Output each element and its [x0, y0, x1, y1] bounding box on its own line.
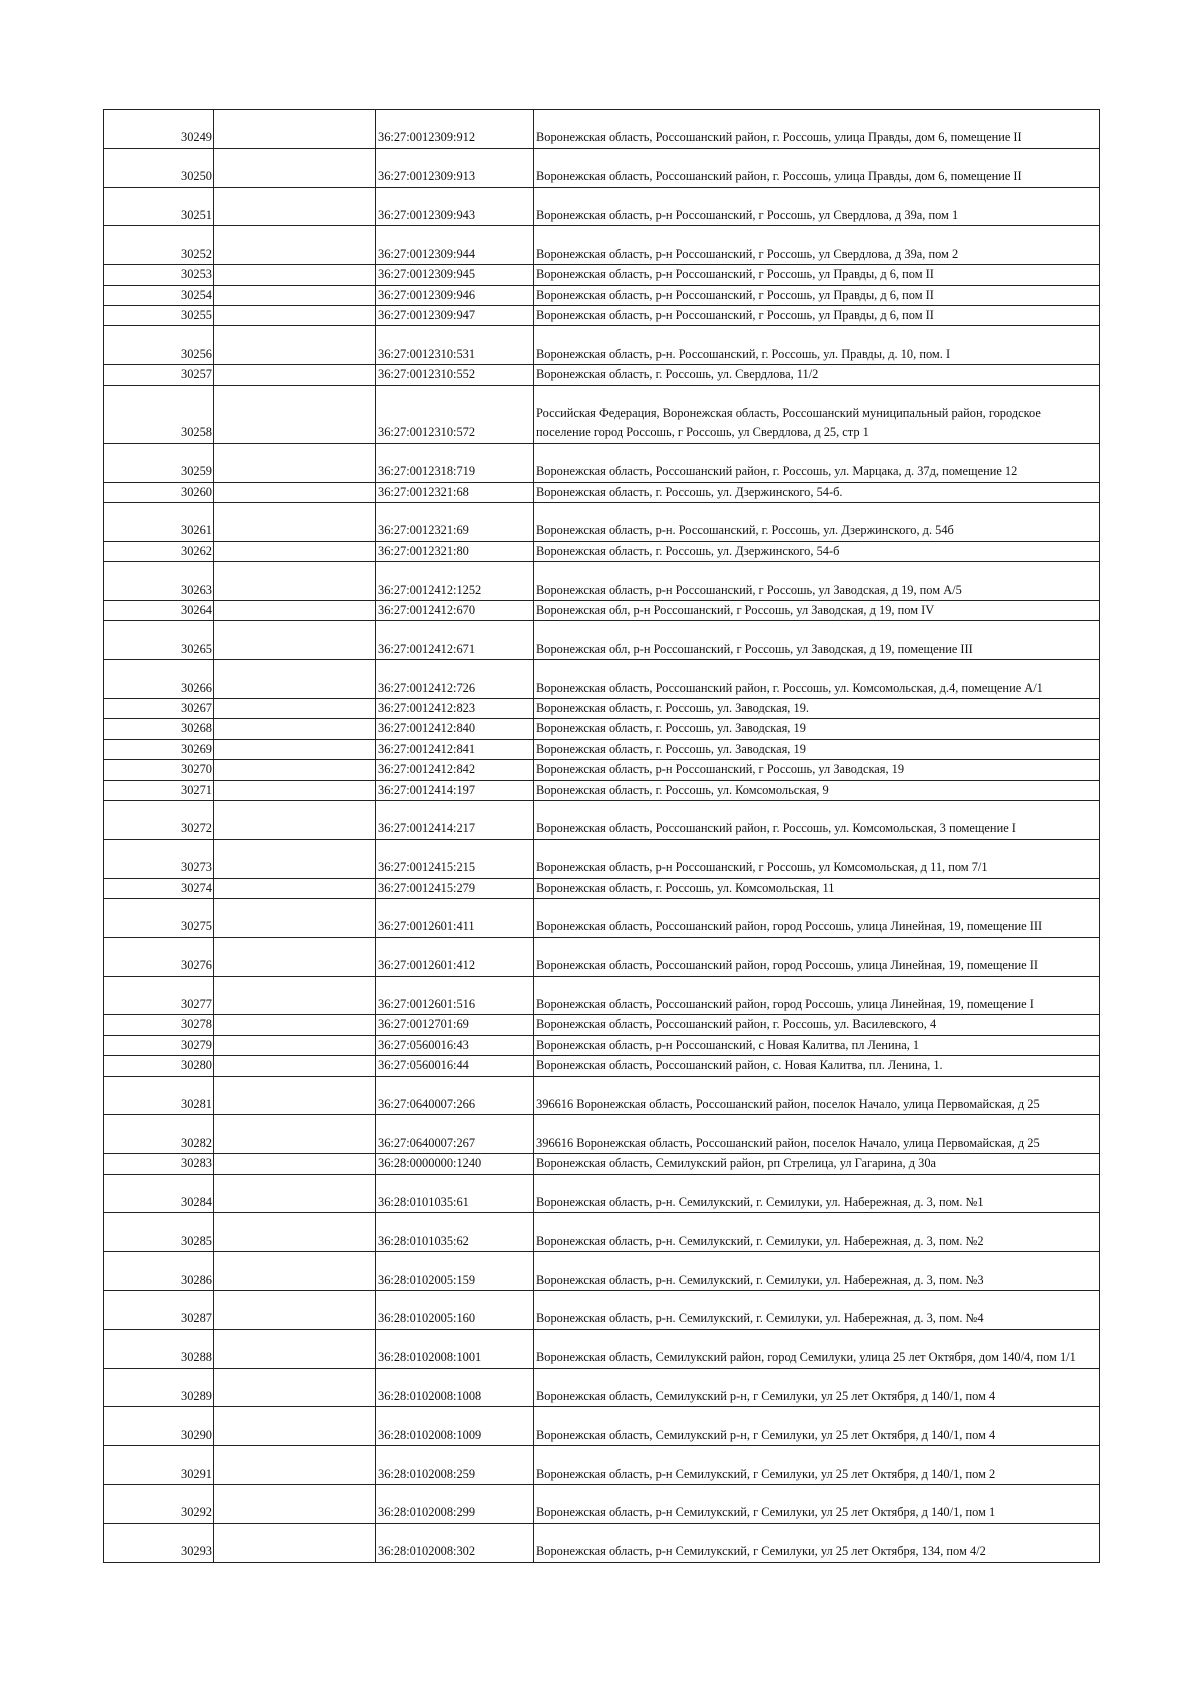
address-cell: Воронежская обл, р-н Россошанский, г Россошь, ул Заводская, д 19, пом IV: [534, 601, 1100, 621]
address-cell: Воронежская область, р-н Семилукский, г Семилуки, ул 25 лет Октября, 134, пом 4/2: [534, 1523, 1100, 1562]
table-row: [104, 265, 1100, 285]
cadastral-number-cell: 36:27:0012309:912: [376, 110, 534, 149]
empty-cell: [214, 1446, 376, 1485]
empty-cell: [214, 760, 376, 780]
row-number-cell: 30292: [104, 1485, 214, 1524]
row-number-cell: 30265: [104, 621, 214, 660]
table-row: [104, 541, 1100, 561]
table-row: [104, 285, 1100, 305]
table-row: [104, 306, 1100, 326]
empty-cell: [214, 187, 376, 226]
empty-cell: [214, 1329, 376, 1368]
row-number-cell: 30284: [104, 1174, 214, 1213]
row-number-cell: 30263: [104, 562, 214, 601]
row-number-cell: 30250: [104, 148, 214, 187]
row-number-cell: 30251: [104, 187, 214, 226]
address-cell: Воронежская область, г. Россошь, ул. Заводская, 19: [534, 719, 1100, 739]
table-row: [104, 187, 1100, 226]
cadastral-number-cell: 36:27:0012601:516: [376, 976, 534, 1015]
address-cell: Российская Федерация, Воронежская область, Россошанский муниципальный район, городское поселение город Россошь, г Россошь, ул Свердлова, д 25, стр 1: [534, 385, 1100, 443]
cadastral-number-cell: 36:27:0012412:726: [376, 660, 534, 699]
cadastral-number-cell: 36:28:0102008:302: [376, 1523, 534, 1562]
cadastral-number-cell: 36:27:0012601:411: [376, 899, 534, 938]
cadastral-number-cell: 36:27:0012321:80: [376, 541, 534, 561]
empty-cell: [214, 1174, 376, 1213]
table-row: [104, 660, 1100, 699]
address-cell: Воронежская область, Семилукский район, город Семилуки, улица 25 лет Октября, дом 140/4, пом 1/1: [534, 1329, 1100, 1368]
table-row: [104, 1329, 1100, 1368]
table-row: [104, 326, 1100, 365]
empty-cell: [214, 482, 376, 502]
cadastral-number-cell: 36:28:0102008:259: [376, 1446, 534, 1485]
row-number-cell: 30258: [104, 385, 214, 443]
empty-cell: [214, 937, 376, 976]
address-cell: Воронежская область, р-н Россошанский, г Россошь, ул Заводская, 19: [534, 760, 1100, 780]
row-number-cell: 30269: [104, 739, 214, 759]
table-row: [104, 801, 1100, 840]
row-number-cell: 30249: [104, 110, 214, 149]
table-row: [104, 1291, 1100, 1330]
cadastral-number-cell: 36:27:0012412:823: [376, 699, 534, 719]
row-number-cell: 30289: [104, 1368, 214, 1407]
empty-cell: [214, 621, 376, 660]
cadastral-number-cell: 36:27:0012309:944: [376, 226, 534, 265]
row-number-cell: 30256: [104, 326, 214, 365]
empty-cell: [214, 899, 376, 938]
address-cell: Воронежская область, р-н Россошанский, г Россошь, ул Свердлова, д 39а, пом 2: [534, 226, 1100, 265]
address-cell: Воронежская область, р-н. Семилукский, г. Семилуки, ул. Набережная, д. 3, пом. №2: [534, 1213, 1100, 1252]
cadastral-number-cell: 36:27:0012701:69: [376, 1015, 534, 1035]
address-cell: Воронежская область, Семилукский р-н, г Семилуки, ул 25 лет Октября, д 140/1, пом 4: [534, 1368, 1100, 1407]
table-row: [104, 780, 1100, 800]
empty-cell: [214, 839, 376, 878]
empty-cell: [214, 878, 376, 898]
row-number-cell: 30253: [104, 265, 214, 285]
table-row: [104, 601, 1100, 621]
empty-cell: [214, 1368, 376, 1407]
empty-cell: [214, 306, 376, 326]
address-cell: Воронежская область, Россошанский район, город Россошь, улица Линейная, 19, помещение I: [534, 976, 1100, 1015]
row-number-cell: 30285: [104, 1213, 214, 1252]
row-number-cell: 30288: [104, 1329, 214, 1368]
cadastral-number-cell: 36:28:0102008:1008: [376, 1368, 534, 1407]
cadastral-number-cell: 36:28:0102008:299: [376, 1485, 534, 1524]
row-number-cell: 30255: [104, 306, 214, 326]
empty-cell: [214, 443, 376, 482]
address-cell: Воронежская область, Семилукский район, рп Стрелица, ул Гагарина, д 30а: [534, 1154, 1100, 1174]
table-row: [104, 443, 1100, 482]
address-cell: Воронежская область, р-н. Семилукский, г. Семилуки, ул. Набережная, д. 3, пом. №1: [534, 1174, 1100, 1213]
address-cell: Воронежская область, Россошанский район, г. Россошь, ул. Марцака, д. 37д, помещение 12: [534, 443, 1100, 482]
address-cell: Воронежская область, Россошанский район, г. Россошь, ул. Василевского, 4: [534, 1015, 1100, 1035]
address-cell: Воронежская область, р-н Россошанский, с Новая Калитва, пл Ленина, 1: [534, 1035, 1100, 1055]
table-row: [104, 937, 1100, 976]
row-number-cell: 30287: [104, 1291, 214, 1330]
address-cell: Воронежская область, Россошанский район, г. Россошь, ул. Комсомольская, д.4, помещение А/1: [534, 660, 1100, 699]
empty-cell: [214, 601, 376, 621]
address-cell: Воронежская область, Россошанский район, г. Россошь, улица Правды, дом 6, помещение II: [534, 110, 1100, 149]
empty-cell: [214, 1523, 376, 1562]
cadastral-number-cell: 36:27:0560016:43: [376, 1035, 534, 1055]
row-number-cell: 30277: [104, 976, 214, 1015]
row-number-cell: 30274: [104, 878, 214, 898]
cadastral-number-cell: 36:27:0012412:671: [376, 621, 534, 660]
cadastral-number-cell: 36:27:0012309:913: [376, 148, 534, 187]
address-cell: Воронежская область, г. Россошь, ул. Свердлова, 11/2: [534, 365, 1100, 385]
row-number-cell: 30276: [104, 937, 214, 976]
cadastral-number-cell: 36:27:0012310:552: [376, 365, 534, 385]
empty-cell: [214, 365, 376, 385]
table-row: [104, 1485, 1100, 1524]
address-cell: Воронежская область, р-н. Семилукский, г. Семилуки, ул. Набережная, д. 3, пом. №3: [534, 1252, 1100, 1291]
address-cell: Воронежская область, Семилукский р-н, г Семилуки, ул 25 лет Октября, д 140/1, пом 4: [534, 1407, 1100, 1446]
table-row: [104, 1035, 1100, 1055]
cadastral-number-cell: 36:27:0012415:279: [376, 878, 534, 898]
address-cell: Воронежская область, р-н Семилукский, г Семилуки, ул 25 лет Октября, д 140/1, пом 1: [534, 1485, 1100, 1524]
empty-cell: [214, 801, 376, 840]
table-row: [104, 1174, 1100, 1213]
address-cell: Воронежская область, р-н Россошанский, г Россошь, ул Правды, д 6, пом II: [534, 306, 1100, 326]
row-number-cell: 30264: [104, 601, 214, 621]
table-row: [104, 839, 1100, 878]
empty-cell: [214, 148, 376, 187]
empty-cell: [214, 976, 376, 1015]
cadastral-number-cell: 36:27:0012318:719: [376, 443, 534, 482]
empty-cell: [214, 1485, 376, 1524]
address-cell: Воронежская область, Россошанский район, город Россошь, улица Линейная, 19, помещение III: [534, 899, 1100, 938]
address-cell: Воронежская область, г. Россошь, ул. Дзержинского, 54-б.: [534, 482, 1100, 502]
empty-cell: [214, 226, 376, 265]
address-cell: Воронежская область, р-н. Семилукский, г. Семилуки, ул. Набережная, д. 3, пом. №4: [534, 1291, 1100, 1330]
table-row: [104, 1446, 1100, 1485]
empty-cell: [214, 562, 376, 601]
empty-cell: [214, 1076, 376, 1115]
empty-cell: [214, 780, 376, 800]
table-row: [104, 760, 1100, 780]
row-number-cell: 30280: [104, 1056, 214, 1076]
table-row: [104, 1115, 1100, 1154]
address-cell: Воронежская обл, р-н Россошанский, г Россошь, ул Заводская, д 19, помещение III: [534, 621, 1100, 660]
cadastral-number-cell: 36:28:0102005:160: [376, 1291, 534, 1330]
table-row: [104, 562, 1100, 601]
row-number-cell: 30254: [104, 285, 214, 305]
empty-cell: [214, 1407, 376, 1446]
table-row: [104, 878, 1100, 898]
empty-cell: [214, 541, 376, 561]
cadastral-number-cell: 36:27:0012412:1252: [376, 562, 534, 601]
address-cell: Воронежская область, Россошанский район, г. Россошь, улица Правды, дом 6, помещение II: [534, 148, 1100, 187]
address-cell: Воронежская область, г. Россошь, ул. Заводская, 19.: [534, 699, 1100, 719]
empty-cell: [214, 1252, 376, 1291]
row-number-cell: 30275: [104, 899, 214, 938]
empty-cell: [214, 1291, 376, 1330]
table-row: [104, 482, 1100, 502]
table-row: [104, 1407, 1100, 1446]
row-number-cell: 30262: [104, 541, 214, 561]
cadastral-number-cell: 36:27:0012310:572: [376, 385, 534, 443]
cadastral-number-cell: 36:27:0012412:670: [376, 601, 534, 621]
empty-cell: [214, 385, 376, 443]
table-row: [104, 1213, 1100, 1252]
address-cell: Воронежская область, г. Россошь, ул. Комсомольская, 9: [534, 780, 1100, 800]
empty-cell: [214, 110, 376, 149]
table-row: [104, 1523, 1100, 1562]
cadastral-number-cell: 36:27:0012412:841: [376, 739, 534, 759]
row-number-cell: 30279: [104, 1035, 214, 1055]
cadastral-number-cell: 36:27:0012412:842: [376, 760, 534, 780]
table-row: [104, 1154, 1100, 1174]
address-cell: Воронежская область, г. Россошь, ул. Комсомольская, 11: [534, 878, 1100, 898]
address-cell: Воронежская область, Россошанский район, г. Россошь, ул. Комсомольская, 3 помещение I: [534, 801, 1100, 840]
row-number-cell: 30286: [104, 1252, 214, 1291]
table-row: [104, 110, 1100, 149]
row-number-cell: 30268: [104, 719, 214, 739]
row-number-cell: 30273: [104, 839, 214, 878]
address-cell: Воронежская область, р-н. Россошанский, г. Россошь, ул. Правды, д. 10, пом. I: [534, 326, 1100, 365]
table-row: [104, 719, 1100, 739]
address-cell: Воронежская область, р-н Россошанский, г Россошь, ул Свердлова, д 39а, пом 1: [534, 187, 1100, 226]
table-row: [104, 699, 1100, 719]
row-number-cell: 30259: [104, 443, 214, 482]
empty-cell: [214, 1213, 376, 1252]
empty-cell: [214, 1115, 376, 1154]
cadastral-number-cell: 36:27:0640007:267: [376, 1115, 534, 1154]
cadastral-number-cell: 36:28:0102008:1009: [376, 1407, 534, 1446]
address-cell: Воронежская область, Россошанский район, город Россошь, улица Линейная, 19, помещение II: [534, 937, 1100, 976]
address-cell: Воронежская область, р-н Россошанский, г Россошь, ул Правды, д 6, пом II: [534, 285, 1100, 305]
cadastral-number-cell: 36:27:0012309:947: [376, 306, 534, 326]
cadastral-number-cell: 36:27:0012414:217: [376, 801, 534, 840]
cadastral-number-cell: 36:27:0012321:69: [376, 503, 534, 542]
cadastral-number-cell: 36:27:0012310:531: [376, 326, 534, 365]
cadastral-number-cell: 36:28:0101035:62: [376, 1213, 534, 1252]
cadastral-number-cell: 36:27:0012309:945: [376, 265, 534, 285]
address-cell: Воронежская область, Россошанский район, с. Новая Калитва, пл. Ленина, 1.: [534, 1056, 1100, 1076]
cadastral-number-cell: 36:27:0012415:215: [376, 839, 534, 878]
table-row: [104, 739, 1100, 759]
cadastral-number-cell: 36:27:0012412:840: [376, 719, 534, 739]
row-number-cell: 30271: [104, 780, 214, 800]
table-row: [104, 148, 1100, 187]
table-row: [104, 1252, 1100, 1291]
cadastral-number-cell: 36:27:0012321:68: [376, 482, 534, 502]
address-cell: Воронежская область, г. Россошь, ул. Заводская, 19: [534, 739, 1100, 759]
address-cell: Воронежская область, р-н Россошанский, г Россошь, ул Правды, д 6, пом II: [534, 265, 1100, 285]
row-number-cell: 30257: [104, 365, 214, 385]
address-cell: Воронежская область, р-н Россошанский, г Россошь, ул Заводская, д 19, пом А/5: [534, 562, 1100, 601]
empty-cell: [214, 1056, 376, 1076]
cadastral-number-cell: 36:28:0101035:61: [376, 1174, 534, 1213]
cadastral-number-cell: 36:28:0000000:1240: [376, 1154, 534, 1174]
row-number-cell: 30293: [104, 1523, 214, 1562]
cadastral-number-cell: 36:28:0102008:1001: [376, 1329, 534, 1368]
table-row: [104, 976, 1100, 1015]
table-row: [104, 1076, 1100, 1115]
empty-cell: [214, 699, 376, 719]
row-number-cell: 30291: [104, 1446, 214, 1485]
empty-cell: [214, 660, 376, 699]
row-number-cell: 30281: [104, 1076, 214, 1115]
table-row: [104, 385, 1100, 443]
cadastral-number-cell: 36:27:0012414:197: [376, 780, 534, 800]
cadastral-number-cell: 36:27:0012601:412: [376, 937, 534, 976]
address-cell: Воронежская область, р-н. Россошанский, г. Россошь, ул. Дзержинского, д. 54б: [534, 503, 1100, 542]
row-number-cell: 30252: [104, 226, 214, 265]
table-row: [104, 226, 1100, 265]
address-cell: Воронежская область, г. Россошь, ул. Дзержинского, 54-б: [534, 541, 1100, 561]
empty-cell: [214, 1154, 376, 1174]
table-row: [104, 899, 1100, 938]
registry-table-body: [104, 110, 1100, 1563]
table-row: [104, 621, 1100, 660]
empty-cell: [214, 503, 376, 542]
address-cell: 396616 Воронежская область, Россошанский район, поселок Начало, улица Первомайская, д 25: [534, 1076, 1100, 1115]
empty-cell: [214, 1015, 376, 1035]
cadastral-number-cell: 36:27:0012309:946: [376, 285, 534, 305]
table-row: [104, 503, 1100, 542]
address-cell: 396616 Воронежская область, Россошанский район, поселок Начало, улица Первомайская, д 25: [534, 1115, 1100, 1154]
empty-cell: [214, 285, 376, 305]
table-row: [104, 1368, 1100, 1407]
registry-table: [103, 109, 1100, 1563]
empty-cell: [214, 719, 376, 739]
row-number-cell: 30290: [104, 1407, 214, 1446]
cadastral-number-cell: 36:27:0012309:943: [376, 187, 534, 226]
address-cell: Воронежская область, р-н Семилукский, г Семилуки, ул 25 лет Октября, д 140/1, пом 2: [534, 1446, 1100, 1485]
row-number-cell: 30278: [104, 1015, 214, 1035]
row-number-cell: 30266: [104, 660, 214, 699]
empty-cell: [214, 265, 376, 285]
empty-cell: [214, 326, 376, 365]
cadastral-number-cell: 36:28:0102005:159: [376, 1252, 534, 1291]
row-number-cell: 30261: [104, 503, 214, 542]
empty-cell: [214, 1035, 376, 1055]
cadastral-number-cell: 36:27:0560016:44: [376, 1056, 534, 1076]
table-row: [104, 365, 1100, 385]
table-row: [104, 1056, 1100, 1076]
cadastral-number-cell: 36:27:0640007:266: [376, 1076, 534, 1115]
row-number-cell: 30267: [104, 699, 214, 719]
address-cell: Воронежская область, р-н Россошанский, г Россошь, ул Комсомольская, д 11, пом 7/1: [534, 839, 1100, 878]
empty-cell: [214, 739, 376, 759]
row-number-cell: 30283: [104, 1154, 214, 1174]
row-number-cell: 30272: [104, 801, 214, 840]
table-row: [104, 1015, 1100, 1035]
row-number-cell: 30270: [104, 760, 214, 780]
row-number-cell: 30260: [104, 482, 214, 502]
row-number-cell: 30282: [104, 1115, 214, 1154]
